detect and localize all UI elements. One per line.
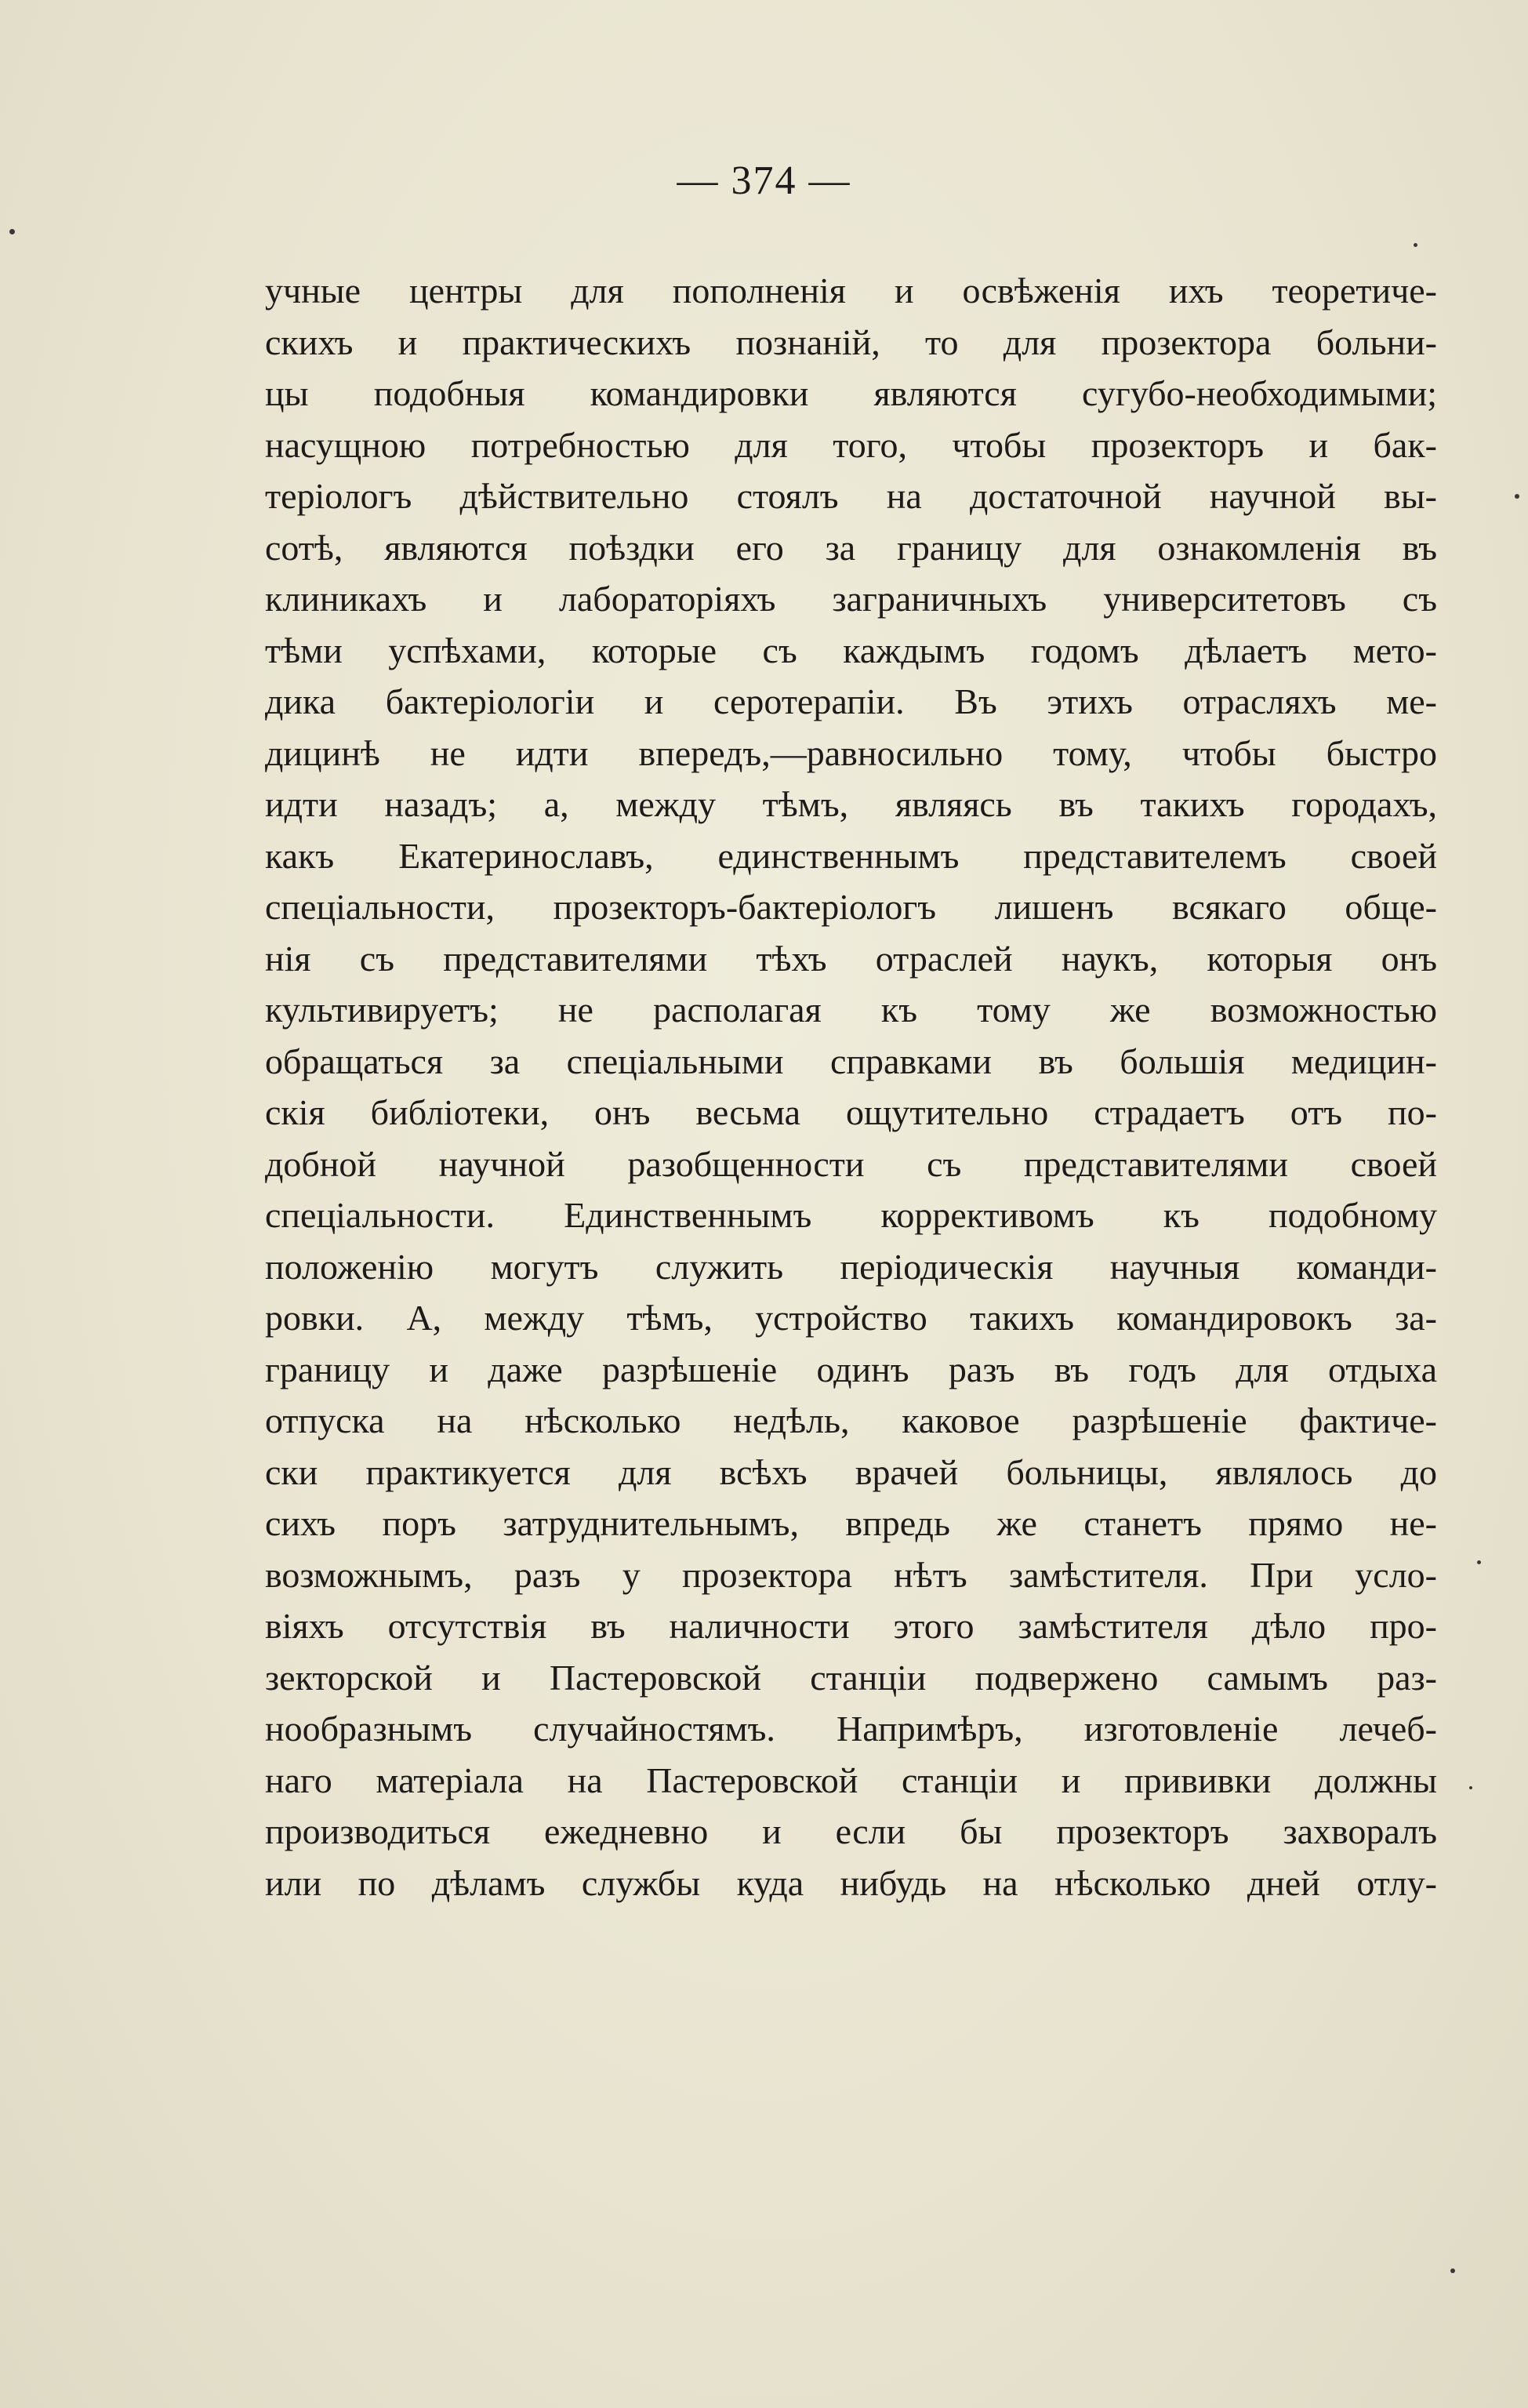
- text-line: зекторской и Пастеровской станціи подвержено самымъ раз-: [265, 1657, 1437, 1698]
- text-line: сихъ поръ затруднительнымъ, впредь же станетъ прямо не-: [265, 1503, 1437, 1543]
- text-line: тѣми успѣхами, которые съ каждымъ годомъ дѣлаетъ мето-: [265, 630, 1437, 670]
- text-line: теріологъ дѣйствительно стоялъ на достаточной научной вы-: [265, 476, 1437, 516]
- text-line: обращаться за спеціальными справками въ большія медицин-: [265, 1041, 1437, 1081]
- text-line: отпуска на нѣсколько недѣль, каковое разрѣшеніе фактиче-: [265, 1400, 1437, 1440]
- text-line: віяхъ отсутствія въ наличности этого замѣстителя дѣло про-: [265, 1606, 1437, 1646]
- text-line: какъ Екатеринославъ, единственнымъ представителемъ своей: [265, 835, 1437, 876]
- text-line: идти назадъ; а, между тѣмъ, являясь въ такихъ городахъ,: [265, 784, 1437, 824]
- scan-speck: [1477, 1560, 1481, 1564]
- text-line: границу и даже разрѣшеніе одинъ разъ въ годъ для отдыха: [265, 1349, 1437, 1389]
- text-line: ровки. А, между тѣмъ, устройство такихъ командировокъ за-: [265, 1298, 1437, 1338]
- text-line: культивируетъ; не располагая къ тому же возможностью: [265, 990, 1437, 1030]
- scan-speck: [1450, 2268, 1455, 2273]
- scan-speck: [1515, 494, 1519, 499]
- text-line: наго матеріала на Пастеровской станціи и прививки должны: [265, 1760, 1437, 1800]
- text-line: спеціальности. Единственнымъ коррективомъ къ подобному: [265, 1195, 1437, 1235]
- text-line: дицинѣ не идти впередъ,—равносильно тому, чтобы быстро: [265, 732, 1437, 773]
- text-line: добной научной разобщенности съ представителями своей: [265, 1143, 1437, 1184]
- text-line: нія съ представителями тѣхъ отраслей наукъ, которыя онъ: [265, 938, 1437, 979]
- text-line: скихъ и практическихъ познаній, то для прозектора больни-: [265, 321, 1437, 362]
- text-line: спеціальности, прозекторъ-бактеріологъ лишенъ всякаго обще-: [265, 887, 1437, 927]
- text-line: цы подобныя командировки являются сугубо-необходимыми;: [265, 373, 1437, 413]
- text-line: клиникахъ и лабораторіяхъ заграничныхъ университетовъ съ: [265, 579, 1437, 619]
- scan-speck: [1414, 243, 1417, 247]
- page-number: — 374 —: [677, 158, 851, 203]
- text-line: скія библіотеки, онъ весьма ощутительно страдаетъ отъ по-: [265, 1092, 1437, 1132]
- scan-speck: [1469, 1786, 1472, 1789]
- text-line: сотѣ, являются поѣздки его за границу для ознакомленія въ: [265, 527, 1437, 568]
- body-text: [265, 265, 1437, 1909]
- text-line: или по дѣламъ службы куда нибудь на нѣсколько дней отлу-: [265, 1862, 1437, 1903]
- text-line: положенію могутъ служить періодическія научныя команди-: [265, 1246, 1437, 1287]
- text-line: учные центры для пополненія и освѣженія ихъ теоретиче-: [265, 271, 1437, 311]
- scan-speck: [9, 229, 15, 234]
- text-line: возможнымъ, разъ у прозектора нѣтъ замѣстителя. При усло-: [265, 1554, 1437, 1595]
- text-line: насущною потребностью для того, чтобы прозекторъ и бак-: [265, 424, 1437, 465]
- text-line: дика бактеріологіи и серотерапіи. Въ этихъ отрасляхъ ме-: [265, 681, 1437, 721]
- text-line: нообразнымъ случайностямъ. Напримѣръ, изготовленіе лечеб-: [265, 1709, 1437, 1749]
- text-line: ски практикуется для всѣхъ врачей больницы, являлось до: [265, 1451, 1437, 1492]
- text-line: производиться ежедневно и если бы прозекторъ захворалъ: [265, 1811, 1437, 1851]
